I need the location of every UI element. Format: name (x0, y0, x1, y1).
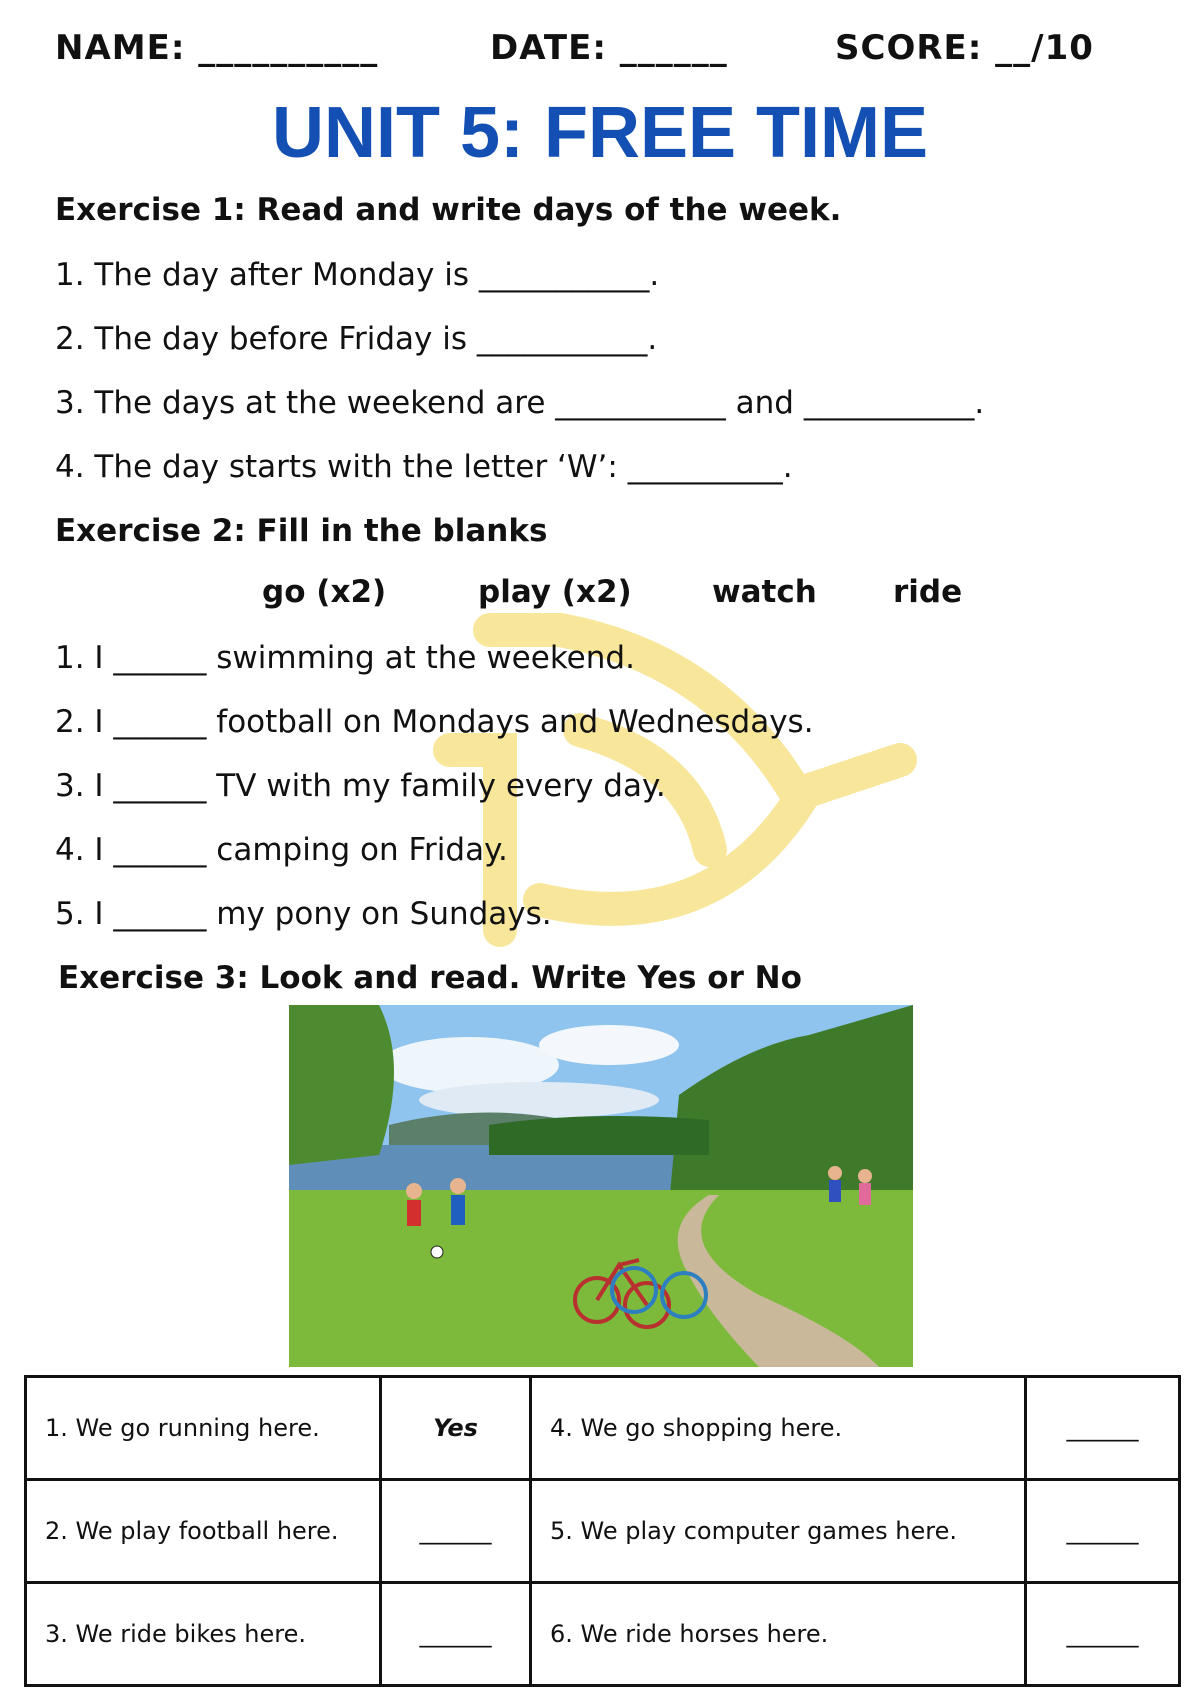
exercise-1-item: 2. The day before Friday is ___________. (55, 321, 658, 357)
exercise-1-item: 3. The days at the weekend are ___________ and ___________. (55, 385, 985, 421)
statement-cell: 1. We go running here. (26, 1377, 381, 1480)
statement-cell: 3. We ride bikes here. (26, 1583, 381, 1686)
exercise-2-item: 1. I ______ swimming at the weekend. (55, 640, 635, 676)
statement-cell: 2. We play football here. (26, 1480, 381, 1583)
exercise-2-item: 4. I ______ camping on Friday. (55, 832, 508, 868)
name-field: NAME: __________ (55, 28, 379, 68)
exercise-2-item: 3. I ______ TV with my family every day. (55, 768, 666, 804)
statement-cell: 6. We ride horses here. (531, 1583, 1026, 1686)
word-bank-item: watch (712, 574, 817, 610)
statement-cell: 4. We go shopping here. (531, 1377, 1026, 1480)
exercise-1-item: 4. The day starts with the letter ‘W’: __________. (55, 449, 793, 485)
table-row (26, 1480, 1180, 1583)
exercise-1-item: 1. The day after Monday is ___________. (55, 257, 660, 293)
answer-cell[interactable]: Yes (381, 1377, 531, 1480)
answer-cell[interactable]: ______ (381, 1583, 531, 1686)
table-row (26, 1583, 1180, 1686)
exercise-2-item: 5. I ______ my pony on Sundays. (55, 896, 552, 932)
score-field: SCORE: __/10 (835, 28, 1094, 68)
exercise-2-title: Exercise 2: Fill in the blanks (55, 513, 548, 549)
word-bank-item: go (x2) (262, 574, 387, 610)
word-bank-item: play (x2) (478, 574, 632, 610)
statement-cell: 5. We play computer games here. (531, 1480, 1026, 1583)
answer-table (24, 1375, 1181, 1687)
exercise-1-title: Exercise 1: Read and write days of the week. (55, 192, 842, 228)
page-title: UNIT 5: FREE TIME (271, 93, 928, 173)
word-bank-item: ride (893, 574, 963, 610)
park-photo (289, 1005, 913, 1367)
answer-cell[interactable]: ______ (381, 1480, 531, 1583)
date-field: DATE: ______ (490, 28, 728, 68)
exercise-3-title: Exercise 3: Look and read. Write Yes or No (58, 960, 802, 996)
answer-cell[interactable]: ______ (1026, 1377, 1180, 1480)
exercise-2-item: 2. I ______ football on Mondays and Wednesdays. (55, 704, 814, 740)
answer-cell[interactable]: ______ (1026, 1583, 1180, 1686)
table-row (26, 1377, 1180, 1480)
answer-cell[interactable]: ______ (1026, 1480, 1180, 1583)
